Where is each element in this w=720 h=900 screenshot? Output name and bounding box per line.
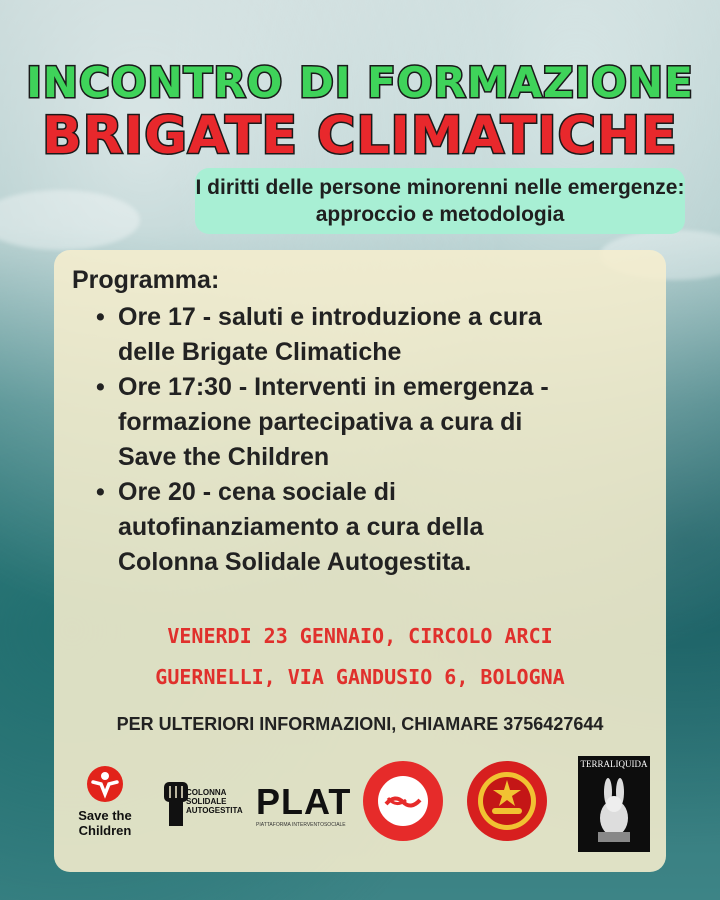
water-splash <box>0 190 140 250</box>
star-handshake-icon <box>466 760 548 842</box>
program-item-line: Save the Children <box>118 443 330 471</box>
partner-logos <box>60 756 660 856</box>
subtitle-line-1: I diritti delle persone minorenni nelle emergenze: <box>195 176 685 199</box>
save-the-children-icon <box>85 764 125 804</box>
save-children-text: Children <box>78 823 132 838</box>
bullet-icon: • <box>96 373 105 401</box>
subtitle-box <box>195 168 685 234</box>
rabbit-icon <box>578 774 650 850</box>
title-line-2: BRIGATE CLIMATICHE <box>42 106 678 166</box>
program-heading: Programma: <box>72 266 220 294</box>
program-item <box>96 475 656 580</box>
program-list <box>96 300 656 580</box>
program-item-line: Ore 17:30 - Interventi in emergenza - <box>118 373 549 401</box>
event-date-venue: VENERDI 23 GENNAIO, CIRCOLO ARCI <box>167 624 553 648</box>
contact-info: PER ULTERIORI INFORMAZIONI, CHIAMARE 3756427644 <box>116 714 604 734</box>
program-item-line: Colonna Solidale Autogestita. <box>118 548 472 576</box>
colonna-text: COLONNA <box>186 788 227 797</box>
terraliquida-text: TERRALIQUIDA <box>580 759 648 769</box>
save-the-children-logo <box>60 764 150 854</box>
program-item-line: Ore 20 - cena sociale di <box>118 478 396 506</box>
handshake-icon <box>362 760 444 842</box>
brigate-volontarie-logo <box>362 760 444 842</box>
subtitle-line-2: approccio e metodologia <box>315 203 565 226</box>
save-children-text: Save the <box>78 808 132 823</box>
colonna-text: SOLIDALE <box>186 797 227 806</box>
event-address: GUERNELLI, VIA GANDUSIO 6, BOLOGNA <box>155 665 565 689</box>
colonna-text: AUTOGESTITA <box>186 806 243 815</box>
plat-logo <box>256 781 352 834</box>
plat-text: PLAT <box>256 781 352 822</box>
colonna-solidale-logo <box>160 778 243 838</box>
program-item <box>96 300 656 370</box>
program-item-line: Ore 17 - saluti e introduzione a cura <box>118 303 542 331</box>
terraliquida-logo <box>578 756 650 852</box>
program-item-line: delle Brigate Climatiche <box>118 338 402 366</box>
bullet-icon: • <box>96 478 105 506</box>
program-item <box>96 370 656 475</box>
program-item-line: autofinanziamento a cura della <box>118 513 484 541</box>
bullet-icon: • <box>96 303 105 331</box>
plat-subtext: PIATTAFORMA INTERVENTOSOCIALE <box>256 822 346 828</box>
program-item-line: formazione partecipativa a cura di <box>118 408 523 436</box>
title-line-1: INCONTRO DI FORMAZIONE <box>26 58 694 107</box>
brigata-solidarieta-logo <box>466 760 548 842</box>
